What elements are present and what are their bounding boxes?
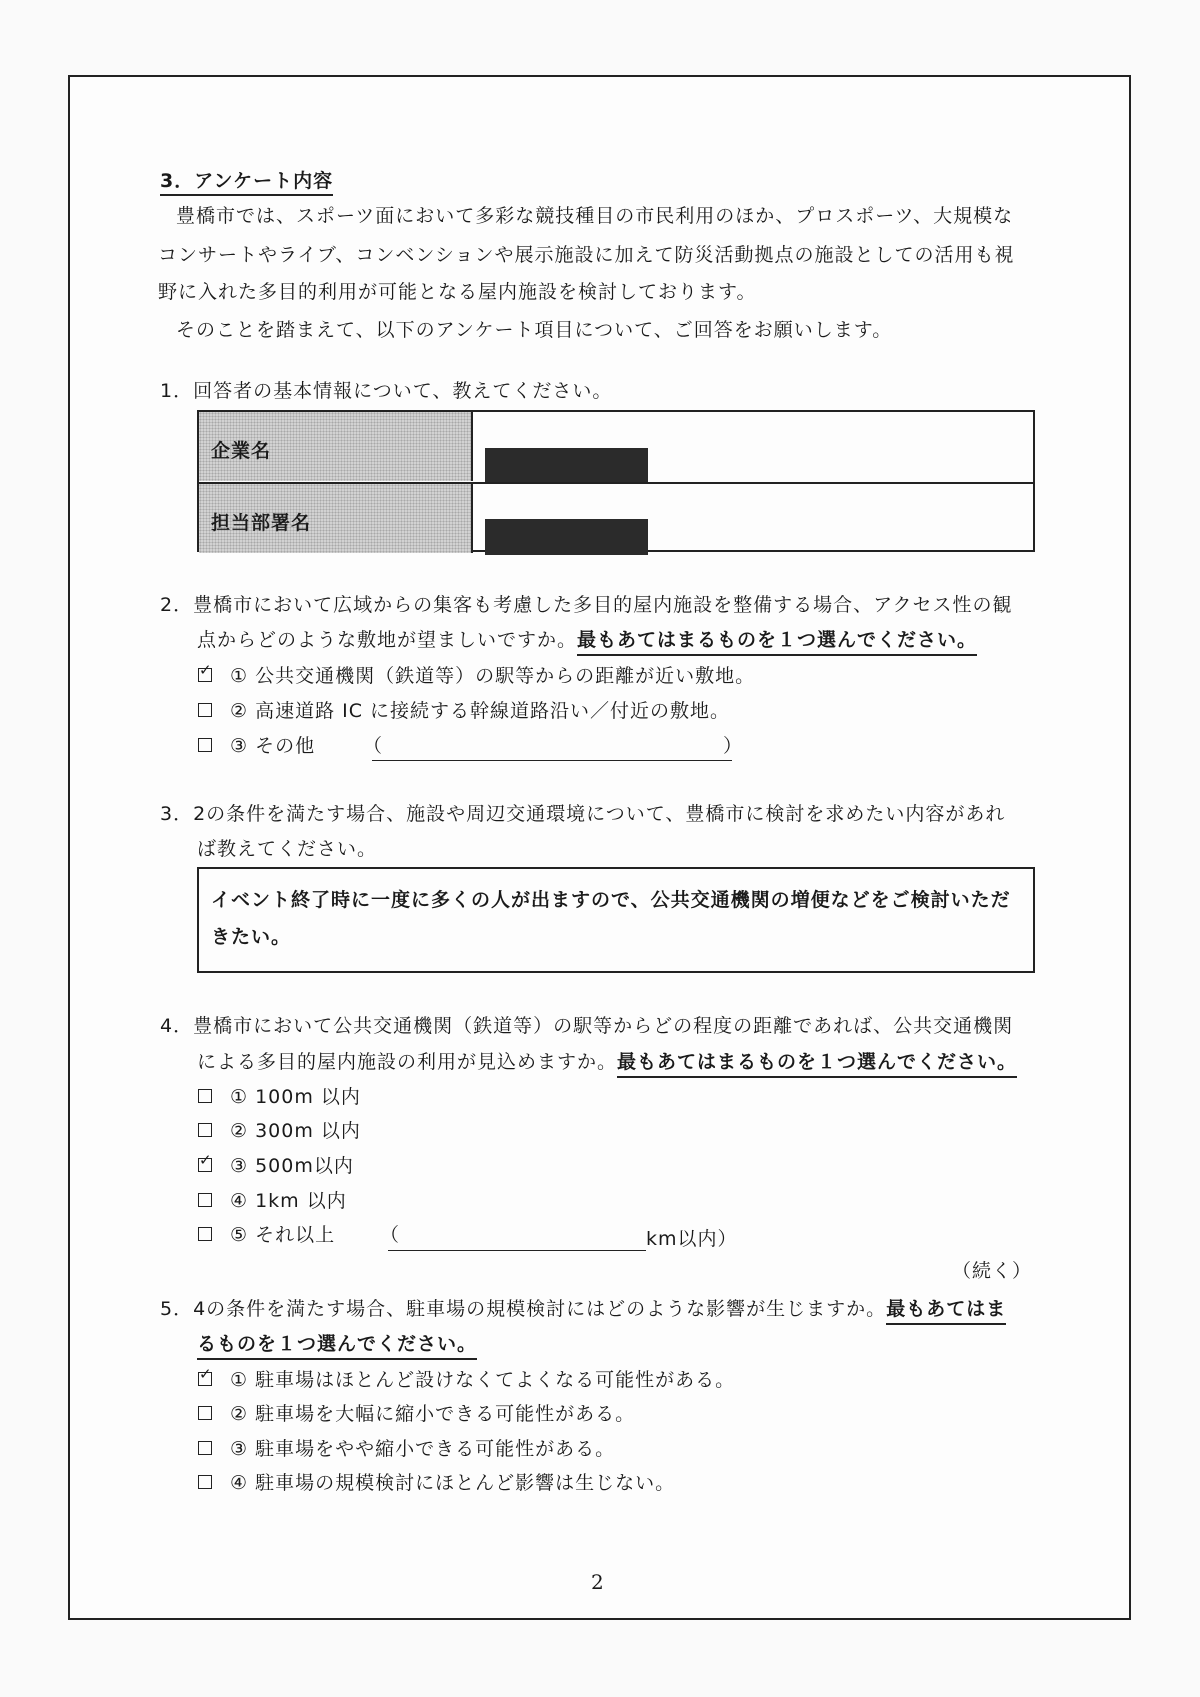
checkbox[interactable] [198,1193,212,1207]
checkbox[interactable] [198,738,212,752]
q5-option-4[interactable] [198,1474,675,1493]
continued-note: （続く） [952,1260,1033,1282]
q5-option-2[interactable] [198,1405,635,1424]
q3-line-1: 3．2の条件を満たす場合、施設や周辺交通環境について、豊橋市に検討を求めたい内容があれ [160,803,1006,825]
checkbox[interactable] [198,703,212,717]
department-row [199,482,1033,553]
q5-line-1-text: 5．4の条件を満たす場合、駐車場の規模検討にはどのような影響が生じますか。 [160,1298,887,1320]
checkbox[interactable] [198,1123,212,1137]
q4-option-1-text: ① 100m 以内 [230,1086,361,1108]
q4-other-suffix: km以内） [646,1228,738,1250]
q4-option-3[interactable] [198,1157,354,1176]
q2-line-1: 2．豊橋市において広域からの集客も考慮した多目的屋内施設を整備する場合、アクセス性の観 [160,594,1013,616]
q2-line-2-text: 点からどのような敷地が望ましいですか。 [197,629,578,651]
q3-answer-line-1: イベント終了時に一度に多くの人が出ますので、公共交通機関の増便などをご検討いただ [211,889,1011,911]
checkbox[interactable] [198,1227,212,1241]
intro-line-1: 豊橋市では、スポーツ面において多彩な競技種目の市民利用のほか、プロスポーツ、大規模な [176,205,1014,227]
checkbox-checked[interactable] [198,668,212,682]
checkbox[interactable] [198,1441,212,1455]
q4-other-input-line[interactable] [388,1250,646,1251]
department-header-cell [199,484,473,553]
q5-line-2 [197,1335,477,1354]
intro-line-3: 野に入れた多目的利用が可能となる屋内施設を検討しております。 [158,281,757,303]
q5-option-3-text: ③ 駐車場をやや縮小できる可能性がある。 [230,1438,616,1460]
company-header-cell [199,412,473,481]
checkbox[interactable] [198,1475,212,1489]
q4-option-3-text: ③ 500m以内 [230,1155,354,1177]
q2-option-1-text: ① 公共交通機関（鉄道等）の駅等からの距離が近い敷地。 [230,665,756,687]
section-heading: 3．アンケート内容 [160,172,333,196]
q5-instruction-part-1: 最もあてはま [886,1298,1006,1325]
q5-line-1 [160,1300,1006,1319]
company-row [199,412,1033,481]
q4-option-4[interactable] [198,1192,347,1211]
q5-option-1[interactable] [198,1371,735,1390]
q2-option-2[interactable] [198,702,730,721]
q4-option-2-text: ② 300m 以内 [230,1120,361,1142]
q4-line-1: 4．豊橋市において公共交通機関（鉄道等）の駅等からどの程度の距離であれば、公共交通機関 [160,1015,1014,1037]
checkbox[interactable] [198,1406,212,1420]
q1-label: 1．回答者の基本情報について、教えてください。 [160,380,613,402]
q5-option-4-text: ④ 駐車場の規模検討にほとんど影響は生じない。 [230,1472,676,1494]
q2-option-1[interactable] [198,667,755,686]
q2-line-2 [197,631,977,650]
q2-other-close-paren: ） [723,735,744,757]
q2-instruction: 最もあてはまるものを１つ選んでください。 [577,629,977,656]
company-header: 企業名 [211,440,272,462]
q3-answer-box[interactable] [197,867,1035,973]
checkbox[interactable] [198,1089,212,1103]
q4-line-2-text: による多目的屋内施設の利用が見込めますか。 [197,1051,618,1073]
department-redaction [485,519,648,555]
q5-option-1-text: ① 駐車場はほとんど設けなくてよくなる可能性がある。 [230,1369,736,1391]
q4-other-open-paren: （ [380,1224,401,1246]
q5-instruction-part-2: るものを１つ選んでください。 [197,1333,477,1360]
q2-other-input-line[interactable] [372,760,732,761]
q4-option-5-text: ⑤ それ以上 [230,1224,336,1246]
company-redaction [485,448,648,484]
q5-option-3[interactable] [198,1440,615,1459]
q2-option-3[interactable] [198,737,315,756]
q4-option-4-text: ④ 1km 以内 [230,1190,347,1212]
page-number: 2 [591,1570,604,1594]
q5-option-2-text: ② 駐車場を大幅に縮小できる可能性がある。 [230,1403,636,1425]
q3-line-2: ば教えてください。 [197,838,378,860]
q4-option-5[interactable] [198,1226,335,1245]
intro-line-4: そのことを踏まえて、以下のアンケート項目について、ご回答をお願いします。 [176,319,893,341]
q2-option-2-text: ② 高速道路 IC に接続する幹線道路沿い／付近の敷地。 [230,700,731,722]
q2-other-open-paren: （ [363,735,384,757]
q4-line-2 [197,1053,1017,1072]
intro-line-2: コンサートやライブ、コンベンションや展示施設に加えて防災活動拠点の施設としての活用も視 [158,244,1015,266]
q4-option-1[interactable] [198,1088,361,1107]
q4-instruction: 最もあてはまるものを１つ選んでください。 [617,1051,1017,1078]
department-header: 担当部署名 [211,512,312,534]
q3-answer-line-2: きたい。 [211,926,292,948]
q4-option-2[interactable] [198,1122,361,1141]
checkbox-checked[interactable] [198,1158,212,1172]
respondent-info-table [197,410,1035,552]
checkbox-checked[interactable] [198,1372,212,1386]
q2-option-3-text: ③ その他 [230,735,316,757]
